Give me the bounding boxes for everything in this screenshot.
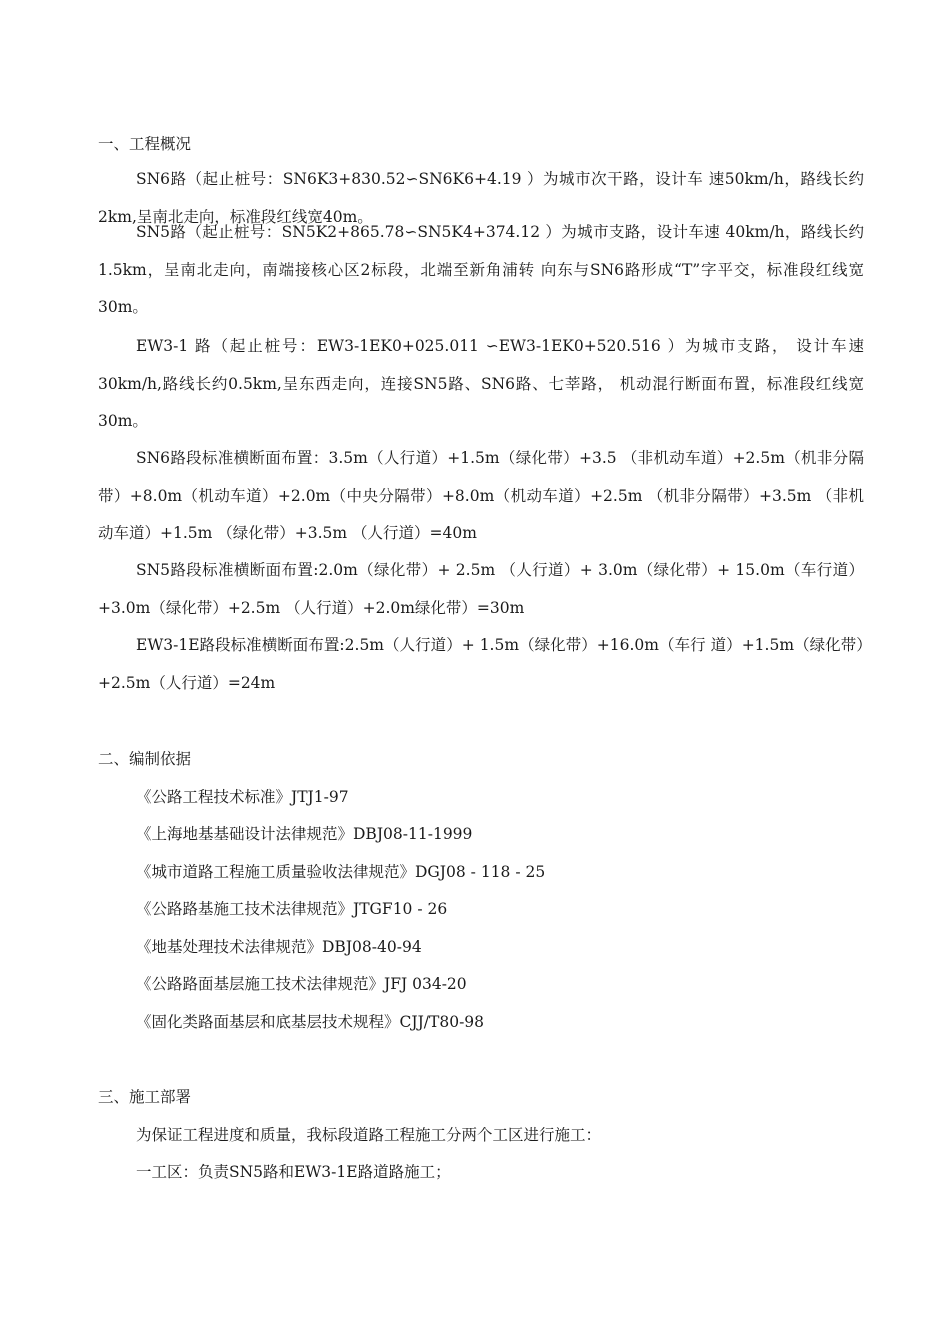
deployment-line: 为保证工程进度和质量，我标段道路工程施工分两个工区进行施工： bbox=[136, 1126, 602, 1144]
section-heading-deployment: 三、施工部署 bbox=[98, 1088, 192, 1106]
paragraph-ew3-1-road: EW3-1 路（起止桩号：EW3-1EK0+025.011 ∽EW3-1EK0+520.516 ）为城市支路， 设计车速30km/h,路线长约0.5km,呈东西走向，连接SN5路、SN6路、七莘路， 机动混行断面布置，标准段红线宽30m。 bbox=[98, 337, 864, 430]
paragraph-ew3-1e-cross-section: EW3-1E路段标准横断面布置:2.5m（人行道）+ 1.5m（绿化带）+16.0m（车行 道）+1.5m（绿化带）+2.5m（人行道）=24m bbox=[98, 636, 864, 692]
section-heading-overview: 一、工程概况 bbox=[98, 135, 192, 153]
section-heading-basis: 二、编制依据 bbox=[98, 750, 192, 768]
reference-item: 《城市道路工程施工质量验收法律规范》DGJ08 - 118 - 25 bbox=[136, 863, 546, 881]
paragraph-sn5-cross-section: SN5路段标准横断面布置:2.0m（绿化带）+ 2.5m （人行道）+ 3.0m（绿化带）+ 15.0m（车行道）+3.0m（绿化带）+2.5m （人行道）+2.0m绿化带）=30m bbox=[98, 561, 864, 617]
reference-item: 《公路路基施工技术法律规范》JTGF10 - 26 bbox=[136, 900, 448, 918]
reference-item: 《地基处理技术法律规范》DBJ08-40-94 bbox=[136, 938, 422, 956]
deployment-line: 一工区：负责SN5路和EW3-1E路道路施工； bbox=[136, 1163, 451, 1181]
reference-item: 《公路路面基层施工技术法律规范》JFJ 034-20 bbox=[136, 975, 467, 993]
reference-item: 《上海地基基础设计法律规范》DBJ08-11-1999 bbox=[136, 825, 473, 843]
paragraph-sn6-road: SN6路（起止桩号：SN6K3+830.52∽SN6K6+4.19 ）为城市次干路，设计车 速50km/h，路线长约2km,呈南北走向，标准段红线宽40m。 bbox=[98, 170, 864, 226]
paragraph-sn5-road: SN5路（起止桩号：SN5K2+865.78∽SN5K4+374.12 ）为城市支路，设计车速 40km/h，路线长约1.5km，呈南北走向，南端接核心区2标段，北端至新角浦转 向东与SN6路形成“T”字平交，标准段红线宽30m。 bbox=[98, 223, 864, 316]
reference-item: 《固化类路面基层和底基层技术规程》CJJ/T80-98 bbox=[136, 1013, 485, 1031]
reference-item: 《公路工程技术标准》JTJ1-97 bbox=[136, 788, 349, 806]
paragraph-sn6-cross-section: SN6路段标准横断面布置：3.5m（人行道）+1.5m（绿化带）+3.5 （非机动车道）+2.5m（机非分隔带）+8.0m（机动车道）+2.0m（中央分隔带）+8.0m（机动车道）+2.5m （机非分隔带）+3.5m （非机动车道）+1.5m （绿化带）+3.5m （人行道）=40m bbox=[98, 449, 864, 542]
